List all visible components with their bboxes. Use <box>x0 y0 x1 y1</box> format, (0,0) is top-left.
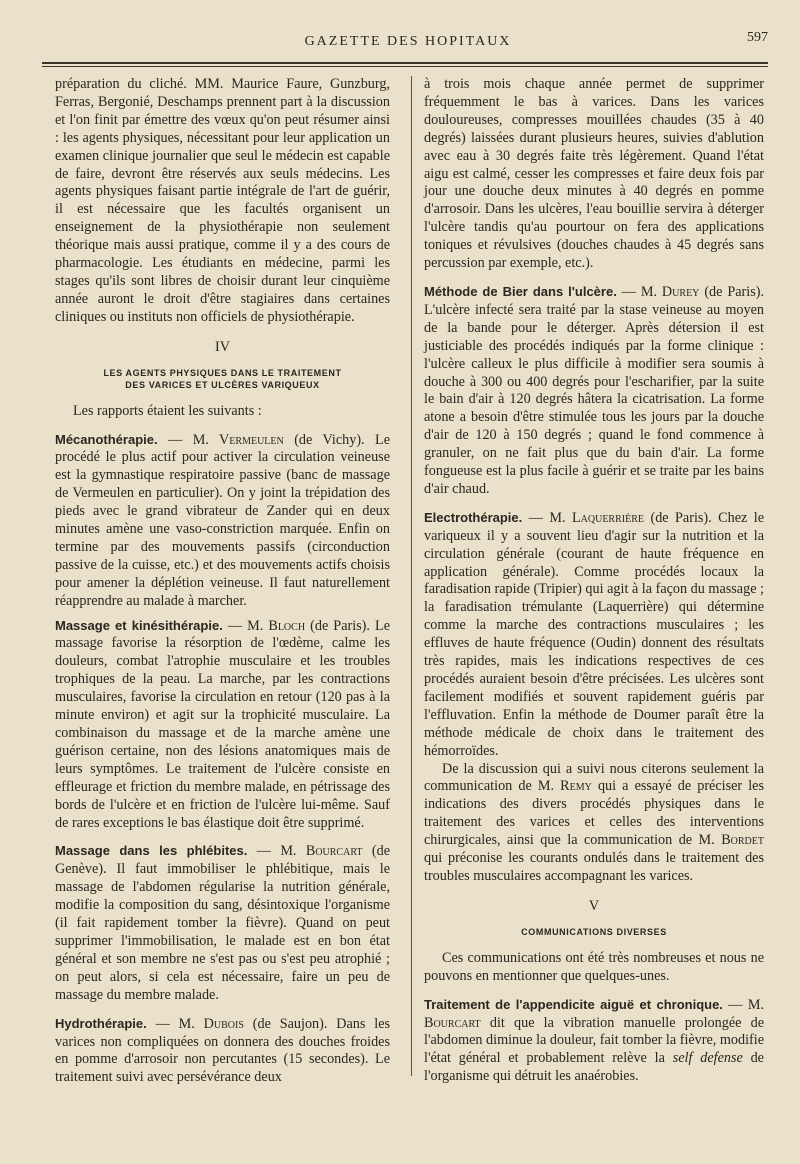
paragraph-continuation: à trois mois chaque année permet de supprimer fréquemment le bas à varices. Dans les varices douloureuses, compresses mouillées chaudes (35 à 40 degrés) laissées durant plusieurs heures, suivies d'ablution avec eau à 30 degrés faite très légèrement. Quand l'état aigu est calmé, cesser les compresses et faire deux fois par jour une douche deux minutes à 40 degrés en pomme d'arrosoir. Dans les ulcères, l'eau bouillie servira à déterger l'ulcère tandis qu'au pourtour on fera des applications toniques et révulsives (douches chaudes à 45 degrés sans percussion par exemple, etc.). <box>424 76 764 272</box>
journal-title: GAZETTE DES HOPITAUX <box>304 34 512 49</box>
author-name: Remy <box>560 778 592 795</box>
paragraph-hydrotherapie: Hydrothérapie. — M. Dubois (de Saujon). Dans les varices non compliquées on donnera des douches froides en pomme d'arrosoir non percutantes (15 secondes). Le traitement suivi avec persévérance deux <box>55 1015 391 1086</box>
section-number: V <box>588 897 600 914</box>
lead-heading: Méthode de Bier dans l'ulcère. <box>424 283 617 299</box>
paragraph-appendicite: Traitement de l'appendicite aiguë et chronique. — M. Bourcart dit que la vibration manuelle prolongée de l'abdomen diminue la douleur, fait tomber la fièvre, modifie l'état général et probablement relève la self defense de l'organisme qui détruit les anaérobies. <box>424 996 765 1085</box>
paragraph-text: De la discussion qui a suivi nous citerons seulement la communication de M. <box>424 760 764 795</box>
section-title: COMMUNICATIONS DIVERSES <box>521 926 667 937</box>
left-column <box>55 76 390 1087</box>
page-number: 597 <box>747 30 768 45</box>
author-name: M. Bloch <box>247 617 306 634</box>
paragraph-text: qui préconise les courants ondulés dans le traitement des troubles musculaires accompagnant les varices. <box>424 850 764 884</box>
author-name: M. Bourcart <box>280 843 363 860</box>
author-name: M. Laquerrière <box>549 509 644 526</box>
right-column <box>424 76 764 1086</box>
paragraph-text: (de Paris). L'ulcère infecté sera traité par la stase veineuse au moyen de la bande pour le déterger. Après détersion il est justiciable des procédés indiqués par la forme clinique : l'ulcère calleux le plus difficile à modifier sera soumis à douche à 300 ou 400 degrés pour l'escharifier, par la suite le bain d'air à 120 degrés hâtera la cicatrisation. La forme atone a besoin d'être stimulée tous les jours par la douche d'air de 120 à 150 degrés ; quand le fond commence à granuler, on ne fait plus que du bain d'air. La forme fongueuse est la plus facile à guérir et se traite par les bains d'air chaud. <box>424 283 765 497</box>
author-name: M. Durey <box>640 283 700 300</box>
paragraph-phlebites: Massage dans les phlébites. — M. Bourcart (de Genève). Il faut immobiliser le phlébitique, mais le massage de l'abdomen régularise la nutrition générale, modifie la composition du sang, désintoxique l'organisme (il fait rapidement tomber la fièvre). Quand on peut supprimer l'immobilisation, le malade est en bon état général et son membre ne s'est pas ou s'est peu atrophié ; on peut alors, si cela est nécessaire, faire un peu de massage du membre malade. <box>55 843 391 1003</box>
column-divider <box>411 76 412 1076</box>
paragraph-text: (de Saujon). Dans les varices non compliquées on donnera des douches froides en pomme d'arrosoir non percutantes (15 secondes). Le traitement suivi avec persévérance deux <box>55 1015 391 1086</box>
paragraph-reports: Les rapports étaient les suivants : <box>73 402 262 419</box>
paragraph-massage: Massage et kinésithérapie. — M. Bloch (de Paris). Le massage favorise la résorption de l'œdème, calme les douleurs, combat l'atrophie musculaire et les troubles trophiques de la peau. La marche, par les contractions musculaires, favorise la circulation en retour (120 pas à la minute environ) et agit sur la trophicité musculaire. La combinaison du massage et de la marche amène une guérison certaine, non des lésions anatomiques mais de leurs symptômes. Le traitement de l'ulcère consiste en effleurage et friction du membre malade, en pétrissage des bords de l'ulcère et en friction de l'ulcère lui-même. Sauf de rares exceptions le bas élastique doit être supprimé. <box>55 617 390 831</box>
author-name: M. Bourcart <box>424 996 765 1031</box>
paragraph-mecanotherapie: Mécanothérapie. — M. Vermeulen (de Vichy). Le procédé le plus actif pour activer la circulation veineuse est la gymnastique respiratoire passive (banc de massage de Vermeulen en particulier). On y joint la trépidation des pieds avec le grand vibrateur de Zander qui en deux minutes amène une vaso-constriction marquée. Enfin on termine par des mouvements passifs (circonduction passive de la cuisse, etc.) et des mouvements actifs choisis pour amener la déplétion veineuse. Il faut naturellement réapprendre au malade à marcher. <box>55 431 391 609</box>
paragraph-text: (de Paris). Chez le variqueux il y a souvent lieu d'agir sur la nutrition et la circulation générale (courant de haute fréquence en application générale). Comme procédés locaux la faradisation rapide (Tripier) qui agit à la façon du massage ; la faradisation trémulante (Laquerrière) qui détermine comme la marche des contractions musculaires ; les effluves de haute fréquence (Oudin) donnent des résultats très rapides, mais les indications respectives de ces procédés auraient besoin d'être précisées. Les ulcères sont facilement modifiés et souvent rapidement guéris par l'effluvation. Enfin la méthode de Doumer paraît être la méthode médicale de choix dans le traitement des hémorroïdes. <box>424 509 764 759</box>
lead-heading: Electrothérapie. <box>424 509 523 525</box>
paragraph-text: (de Paris). Le massage favorise la résorption de l'œdème, calme les douleurs, combat l'atrophie musculaire et les troubles trophiques de la peau. La marche, par les contractions musculaires, favorise la circulation en retour (120 pas à la minute environ) et agit sur la trophicité musculaire. La combinaison du massage et de la marche amène une guérison certaine, non des lésions anatomiques mais de leurs symptômes. Le traitement de l'ulcère consiste en effleurage et friction du membre malade, en pétrissage des bords de l'ulcère et en friction de l'ulcère lui-même. Sauf de rares exceptions le bas élastique doit être supprimé. <box>55 617 390 831</box>
section-number: IV <box>215 338 230 355</box>
header-rule-thin <box>42 66 768 67</box>
emphasis-text: self defense <box>672 1050 743 1067</box>
lead-heading: Massage dans les phlébites. <box>55 843 248 859</box>
author-name: M. Vermeulen <box>192 431 284 448</box>
lead-heading: Massage et kinésithérapie. <box>55 617 223 633</box>
paragraph-electrotherapie: Electrothérapie. — M. Laquerrière (de Paris). Chez le variqueux il y a souvent lieu d'agir sur la nutrition et la circulation générale (courant de haute fréquence en application générale). Comme procédés locaux la faradisation rapide (Tripier) qui agit à la façon du massage ; la faradisation trémulante (Laquerrière) qui détermine comme la marche des contractions musculaires ; les effluves de haute fréquence (Oudin) donnent des résultats très rapides, mais les indications respectives de ces procédés auraient besoin d'être précisées. Les ulcères sont facilement modifiés et souvent rapidement guéris par l'effluvation. Enfin la méthode de Doumer paraît être la méthode médicale de choix dans le traitement des hémorroïdes. <box>424 509 764 759</box>
header-rule <box>42 62 768 64</box>
lead-heading: Hydrothérapie. <box>55 1015 147 1031</box>
paragraph-text: qui a essayé de préciser les indications des divers procédés physiques dans le traitement des varices et celles des interventions chirurgicales, ainsi que la communication de M. <box>424 778 764 849</box>
page-header <box>48 30 768 60</box>
lead-heading: Traitement de l'appendicite aiguë et chronique. <box>424 996 723 1012</box>
lead-heading: Mécanothérapie. <box>55 431 158 447</box>
paragraph-text: dit que la vibration manuelle prolongée de l'abdomen diminue la douleur, fait tomber la fièvre, modifie l'état général et probablement relève la <box>424 1014 765 1067</box>
paragraph-text: (de Genève). Il faut immobiliser le phlébitique, mais le massage de l'abdomen régularise la nutrition générale, modifie la composition du sang, désintoxique l'organisme (il fait rapidement tomber la fièvre). Quand on peut supprimer l'immobilisation, le malade est en bon état général et son membre ne s'est pas ou s'est peu atrophié ; on peut alors, si cela est nécessaire, faire un peu de massage du membre malade. <box>55 843 391 1003</box>
paragraph-discussion <box>424 761 764 886</box>
section-title-line: DES VARICES ET ULCÈRES VARIQUEUX <box>125 379 320 390</box>
section-title <box>55 367 390 391</box>
author-name: Bordet <box>721 832 764 849</box>
paragraph-text: de l'organisme qui détruit les anaérobies. <box>424 1050 764 1085</box>
paragraph-text: (de Vichy). Le procédé le plus actif pour activer la circulation veineuse est la gymnastique respiratoire passive (banc de massage de Vermeulen en particulier). On y joint la trépidation des pieds avec le grand vibrateur de Zander qui en deux minutes amène une vaso-constriction marquée. Enfin on termine par des mouvements passifs (circonduction passive de la cuisse, etc.) et des mouvements actifs choisis pour amener la déplétion veineuse. Il faut naturellement réapprendre au malade à marcher. <box>55 431 391 609</box>
paragraph-communications: Ces communications ont été très nombreuses et nous ne pouvons en mentionner que quelques-unes. <box>424 949 764 984</box>
paragraph-bier: Méthode de Bier dans l'ulcère. — M. Durey (de Paris). L'ulcère infecté sera traité par la stase veineuse au moyen de la bande pour le déterger. Après détersion il est justiciable des procédés indiqués par la forme clinique : l'ulcère calleux le plus difficile à modifier sera soumis à douche à 300 ou 400 degrés pour l'escharifier, par la suite le bain d'air à 120 degrés hâtera la cicatrisation. La forme atone a besoin d'être stimulée tous les jours par la douche d'air de 120 à 150 degrés ; quand le fond commence à granuler, on ne fait plus que du bain d'air. La forme fongueuse est la plus facile à guérir et se traite par les bains d'air chaud. <box>424 283 765 497</box>
paragraph-intro: préparation du cliché. MM. Maurice Faure, Gunzburg, Ferras, Bergonié, Deschamps prennent part à la discussion et l'on finit par émettre des vœux qu'on peut résumer ainsi : les agents physiques, nécessitant pour leur application un examen clinique journalier que seul le médecin est capable de faire, devront être réservés aux seuls médecins. Les agents physiques faisant partie intégrale de l'art de guérir, il est nécessaire que les facultés organisent un enseignement de la physiothérapie non seulement théorique mais aussi pratique, comme il y a des cours de pharmacologie. Les étudiants en médecine, parmi les stages qu'ils sont libres de choisir durant leur cinquième année auront le droit d'être stagiaires dans certaines cliniques ou instituts non officiels de physiothérapie. <box>55 76 390 325</box>
section-title-line: LES AGENTS PHYSIQUES DANS LE TRAITEMENT <box>103 367 342 378</box>
author-name: M. Dubois <box>178 1015 244 1032</box>
